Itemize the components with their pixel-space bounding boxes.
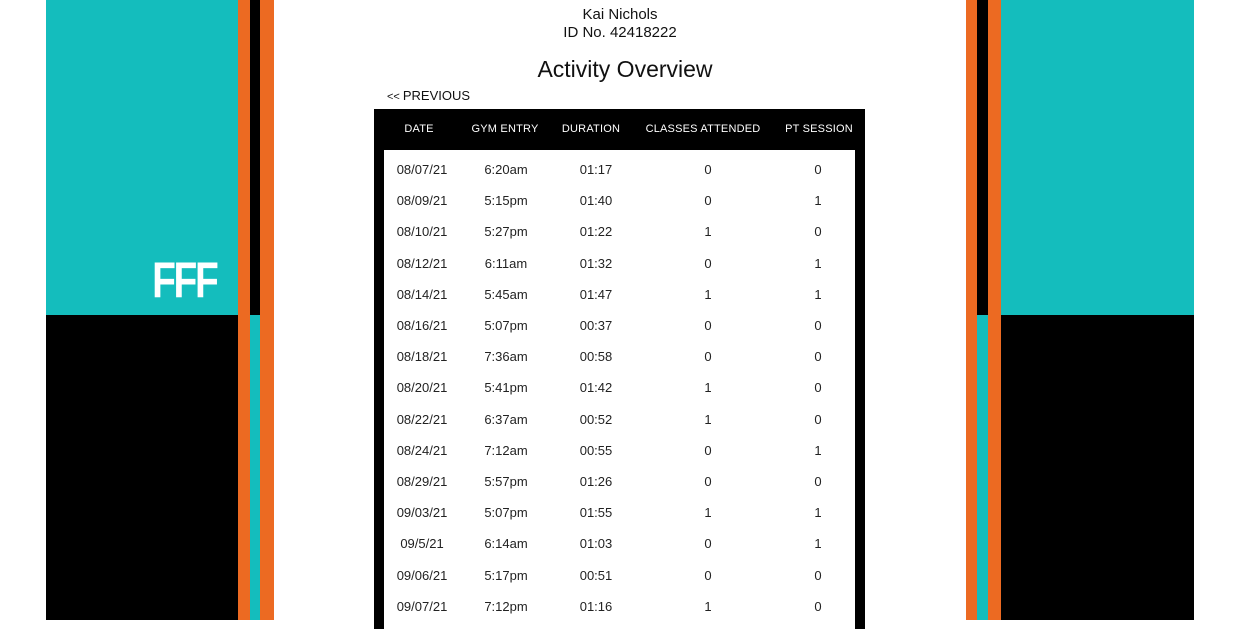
cell-date: 08/09/21: [396, 193, 448, 209]
table-row: [384, 372, 855, 403]
cell-date: 08/20/21: [396, 380, 448, 396]
cell-pt-session: 0: [814, 224, 822, 240]
cell-classes-attended: 1: [704, 286, 712, 302]
column-header-classes-attended: CLASSES ATTENDED: [645, 123, 761, 135]
table-row: [384, 435, 855, 466]
table-row: [384, 154, 855, 185]
cell-classes-attended: 0: [704, 162, 712, 177]
table-row: [384, 310, 855, 341]
double-chevron-left-icon: <<: [387, 91, 400, 103]
cell-duration: 01:16: [579, 598, 613, 614]
cell-classes-attended: 1: [704, 598, 712, 614]
cell-pt-session: 1: [814, 505, 822, 521]
cell-gym-entry: 7:12am: [484, 442, 528, 458]
previous-link[interactable]: [387, 88, 470, 103]
right-teal-panel: [1001, 0, 1194, 315]
cell-date: 08/12/21: [396, 255, 448, 271]
right-orange-stripe-2: [988, 0, 1001, 620]
cell-classes-attended: 0: [704, 536, 712, 552]
cell-pt-session: 0: [814, 162, 822, 177]
cell-duration: 01:55: [579, 505, 613, 521]
activity-table: [374, 109, 865, 629]
cell-pt-session: 0: [814, 567, 822, 583]
cell-duration: 01:22: [579, 224, 613, 240]
table-row: [384, 248, 855, 279]
previous-label: PREVIOUS: [402, 88, 471, 103]
table-row: [384, 341, 855, 372]
column-header-pt-session: PT SESSION: [785, 123, 853, 135]
cell-gym-entry: 7:36am: [484, 349, 528, 365]
table-row: [384, 591, 855, 622]
cell-classes-attended: 0: [704, 474, 712, 489]
table-row: [384, 560, 855, 591]
cell-gym-entry: 5:41pm: [484, 380, 528, 396]
cell-classes-attended: 1: [704, 224, 712, 240]
left-teal-stripe: [250, 315, 260, 620]
cell-duration: 01:26: [579, 474, 613, 489]
cell-classes-attended: 0: [704, 318, 712, 333]
cell-date: 08/18/21: [396, 349, 448, 365]
column-header-duration: DURATION: [561, 123, 621, 135]
cell-classes-attended: 1: [704, 505, 712, 521]
left-black-panel: [46, 315, 238, 620]
cell-classes-attended: 0: [704, 442, 712, 458]
cell-duration: 00:58: [579, 349, 613, 365]
table-row: [384, 185, 855, 216]
table-row: [384, 216, 855, 247]
cell-duration: 01:32: [579, 255, 613, 271]
cell-duration: 00:52: [579, 411, 613, 427]
cell-classes-attended: 1: [704, 380, 712, 396]
cell-date: 08/29/21: [396, 474, 448, 489]
cell-pt-session: 1: [814, 536, 822, 552]
table-row: [384, 466, 855, 497]
cell-classes-attended: 0: [704, 567, 712, 583]
page-title: Activity Overview: [537, 56, 713, 82]
cell-pt-session: 0: [814, 411, 822, 427]
cell-duration: 01:47: [579, 286, 613, 302]
table-body: [384, 150, 855, 630]
cell-duration: 00:51: [579, 567, 613, 583]
left-orange-stripe: [238, 0, 250, 620]
member-id: ID No. 42418222: [563, 24, 677, 41]
cell-pt-session: 0: [814, 318, 822, 333]
cell-duration: 00:55: [579, 442, 613, 458]
cell-classes-attended: 0: [704, 193, 712, 209]
cell-gym-entry: 5:07pm: [484, 505, 528, 521]
cell-gym-entry: 5:57pm: [484, 474, 528, 489]
cell-gym-entry: 6:11am: [484, 255, 528, 271]
table-header: [374, 109, 865, 150]
right-black-stripe: [977, 0, 988, 315]
cell-duration: 01:17: [579, 162, 613, 177]
table-row: [384, 279, 855, 310]
cell-gym-entry: 6:20am: [484, 162, 528, 177]
left-orange-stripe-2: [260, 0, 274, 620]
cell-date: 09/06/21: [396, 567, 448, 583]
cell-date: 08/14/21: [396, 286, 448, 302]
cell-date: 08/24/21: [396, 442, 448, 458]
cell-duration: 01:40: [579, 193, 613, 209]
table-row: [384, 497, 855, 528]
cell-gym-entry: 6:14am: [484, 536, 528, 552]
fff-logo: FFF: [152, 252, 217, 308]
cell-pt-session: 1: [814, 442, 822, 458]
cell-gym-entry: 7:12pm: [484, 598, 528, 614]
cell-pt-session: 1: [814, 286, 822, 302]
column-header-gym-entry: GYM ENTRY: [471, 123, 539, 135]
cell-classes-attended: 0: [704, 349, 712, 365]
cell-duration: 01:42: [579, 380, 613, 396]
cell-duration: 00:37: [579, 318, 613, 333]
column-header-date: DATE: [404, 123, 434, 135]
left-black-stripe: [250, 0, 260, 315]
cell-date: 09/07/21: [396, 598, 448, 614]
cell-pt-session: 1: [814, 193, 822, 209]
cell-duration: 01:03: [579, 536, 613, 552]
cell-pt-session: 0: [814, 474, 822, 489]
cell-gym-entry: 5:07pm: [484, 318, 528, 333]
cell-pt-session: 0: [814, 349, 822, 365]
right-teal-stripe: [977, 315, 988, 620]
cell-date: 08/22/21: [396, 411, 448, 427]
cell-gym-entry: 5:27pm: [484, 224, 528, 240]
cell-date: 08/07/21: [396, 162, 448, 177]
table-row: [384, 404, 855, 435]
cell-classes-attended: 0: [704, 255, 712, 271]
table-row: [384, 528, 855, 559]
cell-pt-session: 0: [814, 598, 822, 614]
cell-gym-entry: 5:15pm: [484, 193, 528, 209]
right-black-panel: [1001, 315, 1194, 620]
cell-date: 08/16/21: [396, 318, 448, 333]
right-orange-stripe: [966, 0, 977, 620]
cell-gym-entry: 5:17pm: [484, 567, 528, 583]
cell-gym-entry: 5:45am: [484, 286, 528, 302]
cell-pt-session: 0: [814, 380, 822, 396]
cell-gym-entry: 6:37am: [484, 411, 528, 427]
member-name: Kai Nichols: [582, 6, 658, 23]
cell-date: 08/10/21: [396, 224, 448, 240]
cell-classes-attended: 1: [704, 411, 712, 427]
cell-pt-session: 1: [814, 255, 822, 271]
cell-date: 09/5/21: [400, 536, 444, 552]
cell-date: 09/03/21: [396, 505, 448, 521]
